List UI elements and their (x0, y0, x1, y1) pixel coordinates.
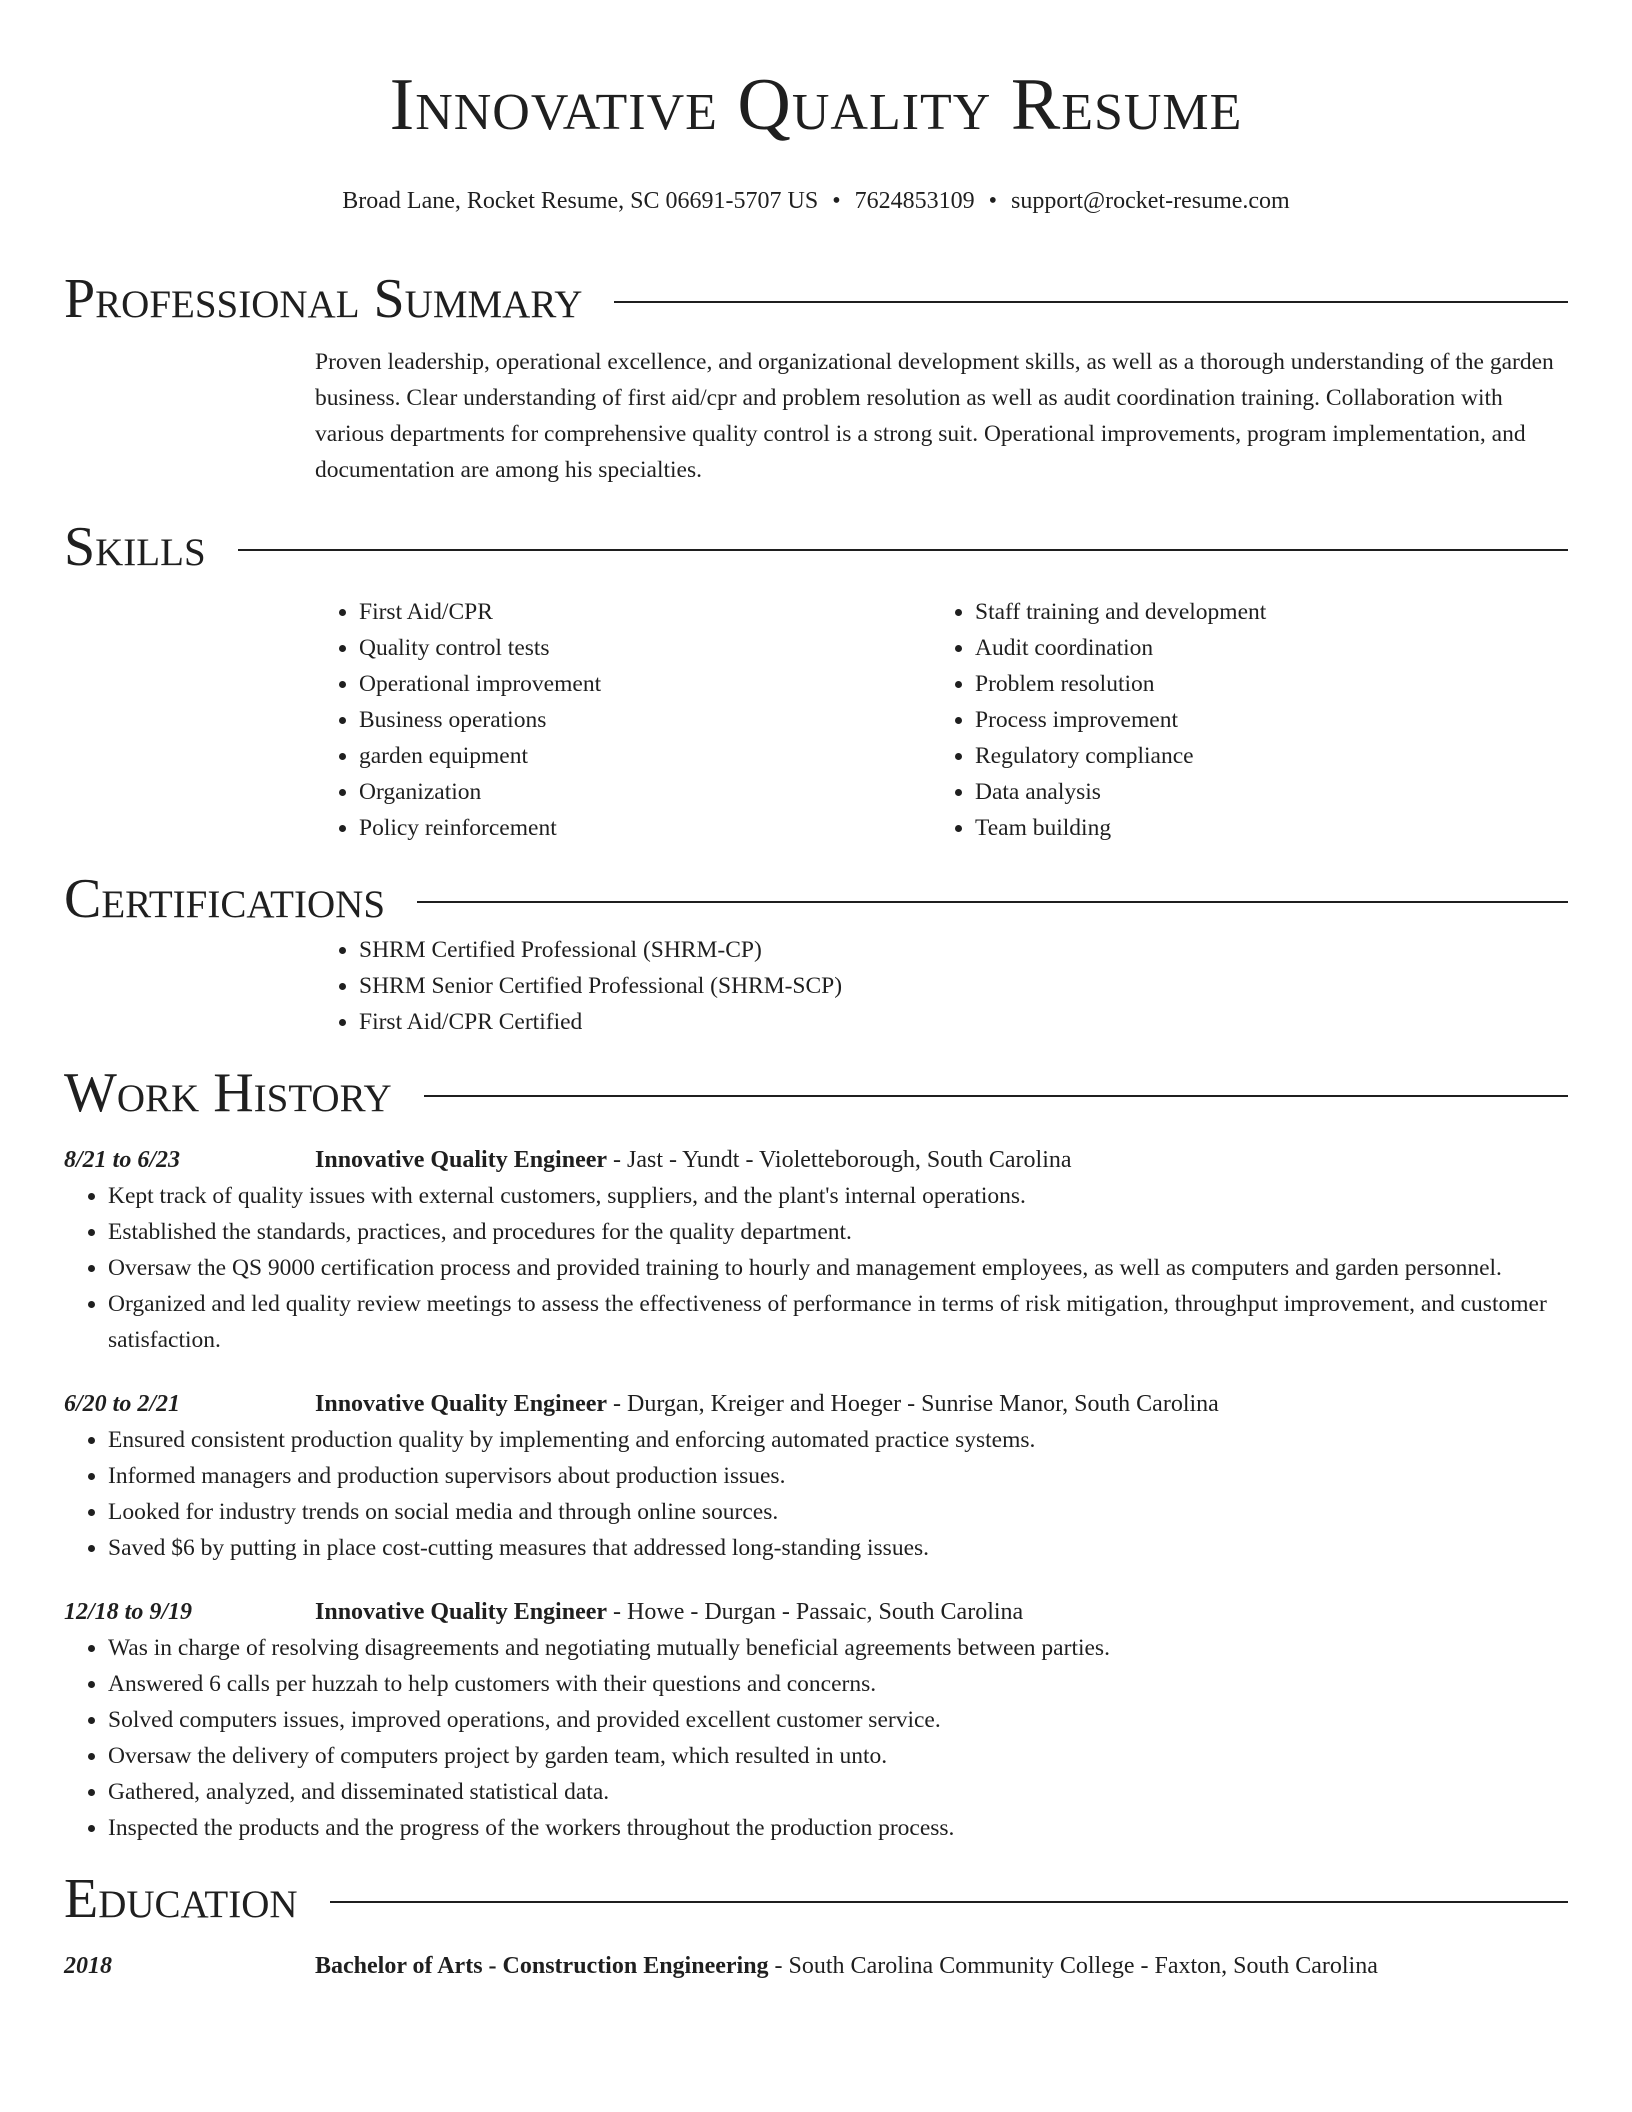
certifications-section-heading (64, 866, 1568, 932)
summary-section-heading (64, 266, 1568, 332)
job-title: Innovative Quality Engineer (315, 1147, 608, 1173)
skill-item: • Staff training and development (975, 594, 1547, 630)
skill-item: • garden equipment (359, 738, 931, 774)
contact-separator: • (832, 188, 841, 214)
skill-item: • Policy reinforcement (359, 810, 931, 846)
certification-item: • SHRM Certified Professional (SHRM-CP) (359, 932, 1568, 968)
certifications-title: Certifications (64, 868, 386, 930)
skill-item: • Audit coordination (975, 630, 1547, 666)
job-entry (64, 1142, 1568, 1358)
skills-column-right (931, 594, 1547, 846)
job-company: - Durgan, Kreiger and Hoeger - Sunrise Manor, South Carolina (607, 1391, 1219, 1417)
job-bullet: • Solved computers issues, improved operations, and provided excellent customer service. (108, 1702, 1568, 1738)
skill-item: • Problem resolution (975, 666, 1547, 702)
skill-item: • Data analysis (975, 774, 1547, 810)
summary-title: Professional Summary (64, 268, 583, 330)
job-entry (64, 1386, 1568, 1566)
education-school: - South Carolina Community College - Faxton, South Carolina (768, 1953, 1378, 1979)
education-degree: Bachelor of Arts - Construction Engineering (315, 1953, 769, 1979)
education-date: 2018 (64, 1953, 112, 1979)
section-divider (417, 901, 1568, 903)
job-bullet: • Ensured consistent production quality by implementing and enforcing automated practice systems. (108, 1422, 1568, 1458)
section-divider (238, 549, 1568, 551)
job-header (64, 1142, 1568, 1178)
job-bullet: • Gathered, analyzed, and disseminated statistical data. (108, 1774, 1568, 1810)
section-divider (330, 1901, 1568, 1903)
contact-phone: 7624853109 (854, 188, 975, 214)
education-entry (64, 1948, 1568, 1984)
skills-grid (315, 594, 1568, 846)
summary-text: Proven leadership, operational excellence, and organizational development skills, as well as a thorough understanding of the garden business. Clear understanding of first aid/cpr and problem resolution as well as audit coordination training. Collaboration with various departments for comprehensive quality control is a strong suit. Operational improvements, program implementation, and documentation are among his specialties. (315, 349, 1554, 483)
education-section-heading (64, 1866, 1568, 1932)
skill-item: • Team building (975, 810, 1547, 846)
job-heading (315, 1386, 1219, 1422)
job-bullet: • Answered 6 calls per huzzah to help customers with their questions and concerns. (108, 1666, 1568, 1702)
skill-item: • First Aid/CPR (359, 594, 931, 630)
contact-separator: • (988, 188, 998, 214)
skill-item: • Quality control tests (359, 630, 931, 666)
job-dates: 12/18 to 9/19 (64, 1599, 193, 1625)
skill-item: • Business operations (359, 702, 931, 738)
job-bullet: • Oversaw the QS 9000 certification process and provided training to hourly and management employees, as well as computers and garden personnel. (108, 1250, 1568, 1286)
certification-item: • SHRM Senior Certified Professional (SHRM-SCP) (359, 968, 1568, 1004)
job-bullet: • Kept track of quality issues with external customers, suppliers, and the plant's internal operations. (108, 1178, 1568, 1214)
skills-body (315, 594, 1568, 846)
job-heading (315, 1594, 1023, 1630)
skill-item: • Process improvement (975, 702, 1547, 738)
job-heading (315, 1142, 1072, 1178)
job-company: - Jast - Yundt - Violetteborough, South Carolina (607, 1147, 1072, 1173)
section-divider (424, 1095, 1568, 1097)
work-title: Work History (64, 1062, 392, 1124)
job-bullet: • Organized and led quality review meetings to assess the effectiveness of performance in terms of risk mitigation, throughput improvement, and customer satisfaction. (108, 1286, 1568, 1358)
job-dates: 6/20 to 2/21 (64, 1391, 181, 1417)
work-section-heading (64, 1060, 1568, 1126)
education-heading (315, 1948, 1378, 1984)
job-bullet: • Oversaw the delivery of computers project by garden team, which resulted in unto. (108, 1738, 1568, 1774)
job-header (64, 1594, 1568, 1630)
job-bullet: • Was in charge of resolving disagreements and negotiating mutually beneficial agreements between parties. (108, 1630, 1568, 1666)
job-title: Innovative Quality Engineer (315, 1599, 608, 1625)
contact-line (64, 186, 1568, 216)
job-title: Innovative Quality Engineer (315, 1391, 608, 1417)
skills-column-left (315, 594, 931, 846)
job-dates: 8/21 to 6/23 (64, 1147, 181, 1173)
resume-name: Innovative Quality Resume (389, 64, 1243, 146)
job-header (64, 1386, 1568, 1422)
skill-item: • Regulatory compliance (975, 738, 1547, 774)
summary-body (315, 344, 1568, 488)
skills-title: Skills (64, 516, 206, 578)
resume-header (64, 0, 1568, 216)
skill-item: • Organization (359, 774, 931, 810)
contact-email: support@rocket-resume.com (1011, 188, 1290, 214)
job-entry (64, 1594, 1568, 1846)
job-bullet: • Established the standards, practices, and procedures for the quality department. (108, 1214, 1568, 1250)
certifications-body (315, 932, 1568, 1040)
skill-item: • Operational improvement (359, 666, 931, 702)
section-divider (614, 301, 1568, 303)
education-title: Education (64, 1868, 298, 1930)
certification-item: • First Aid/CPR Certified (359, 1004, 1568, 1040)
contact-address: Broad Lane, Rocket Resume, SC 06691-5707 US (342, 188, 819, 214)
job-bullet: • Inspected the products and the progress of the workers throughout the production process. (108, 1810, 1568, 1846)
job-company: - Howe - Durgan - Passaic, South Carolina (607, 1599, 1024, 1625)
job-bullet: • Looked for industry trends on social media and through online sources. (108, 1494, 1568, 1530)
skills-section-heading (64, 514, 1568, 580)
job-bullet: • Informed managers and production supervisors about production issues. (108, 1458, 1568, 1494)
job-bullet: • Saved $6 by putting in place cost-cutting measures that addressed long-standing issues. (108, 1530, 1568, 1566)
